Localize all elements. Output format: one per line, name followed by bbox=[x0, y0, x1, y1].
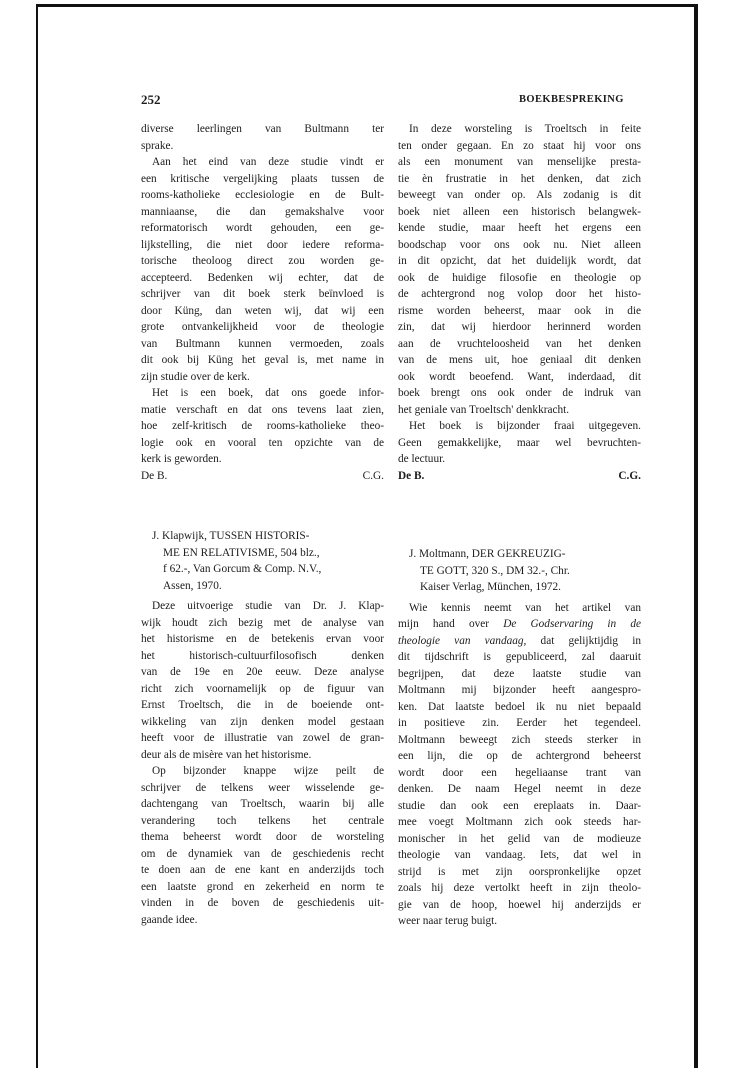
book-heading-line: Assen, 1970. bbox=[163, 579, 222, 592]
text-line: Het is een boek, dat ons goede infor- bbox=[152, 387, 384, 399]
text-line: boodschap voor ons ook nu. Niet alleen bbox=[398, 238, 641, 251]
article-title-italic: theologie van vandaag, bbox=[398, 634, 527, 647]
reviewer-initials: De B. bbox=[141, 469, 168, 482]
text-line: een lijn, die op de achtergrond beheerst bbox=[398, 750, 641, 762]
text-line: Moltmann mij bijzonder heeft aangespro- bbox=[398, 684, 641, 696]
text-line: in dit opzicht, dat het duidelijk wordt, dat bbox=[398, 255, 641, 267]
text-line: schrijver de telkens weer wisselende ge- bbox=[141, 781, 384, 794]
text-line: weer naar terug buigt. bbox=[398, 915, 498, 927]
text-line: kerk is geworden. bbox=[141, 453, 222, 465]
text-line: als een monument van menselijke presta- bbox=[398, 156, 641, 168]
text-line: de lectuur. bbox=[398, 453, 446, 465]
text-line: lijkstelling, die niet door iedere reforma- bbox=[141, 238, 384, 251]
page-border-top bbox=[36, 4, 698, 7]
review2-tail bbox=[398, 121, 641, 468]
left-column bbox=[141, 121, 384, 928]
book-heading-moltmann bbox=[398, 546, 641, 596]
review1-signature bbox=[141, 468, 384, 485]
text-line: schrijver van dit boek sterk beïnvloed is bbox=[141, 288, 384, 300]
text-run: mijn hand over bbox=[398, 618, 504, 630]
text-line: wikkeling van zijn denken model gestaan bbox=[141, 715, 384, 728]
text-line: dachtengang van Troeltsch, waarin bij alle bbox=[141, 798, 384, 810]
text-line: In deze worsteling is Troeltsch in feite bbox=[409, 123, 641, 135]
page-number: 252 bbox=[141, 92, 161, 107]
text-line: heeft voor de illustratie van zowel de gran- bbox=[141, 732, 384, 744]
text-line: ten onder gegaan. En zo staat hij voor ons bbox=[398, 139, 641, 152]
text-line: Aan het eind van deze studie vindt er bbox=[152, 156, 384, 168]
text-line: om de dynamiek van de geschiedenis recht bbox=[141, 847, 384, 860]
text-line: vinden in de boven de geschiedenis uit- bbox=[141, 897, 384, 909]
book-heading-klapwijk bbox=[141, 528, 384, 594]
book-heading-line: Kaiser Verlag, München, 1972. bbox=[420, 581, 561, 593]
text-line: in positieve zin. Eerder het tegendeel. bbox=[398, 717, 641, 729]
text-line: deur als de misère van het historisme. bbox=[141, 748, 312, 761]
text-line: reformatorisch wordt gehouden, een ge- bbox=[141, 222, 384, 234]
text-line: richt zich voornamelijk op de figuur van bbox=[141, 682, 384, 695]
text-line: van de mens uit, hoe geniaal dit denken bbox=[398, 354, 641, 366]
text-line: matie verschaft en dat ons tevens laat zien, bbox=[141, 403, 384, 416]
text-line: dit tijdschrift is gepubliceerd, zal daaruit bbox=[398, 651, 641, 663]
author-initials: C.G. bbox=[618, 469, 641, 482]
reviewer-initials: De B. bbox=[398, 469, 425, 482]
text-run: dat gelijktijdig in bbox=[526, 634, 641, 647]
text-line: ook wordt beoefend. Want, inderdaad, dit bbox=[398, 370, 641, 383]
text-line: ook de huidige filosofie en theologie op bbox=[398, 271, 641, 284]
text-line: beweegt van onder op. Als zodanig is dit bbox=[398, 189, 641, 201]
book-heading-line: TE GOTT, 320 S., DM 32.-, Chr. bbox=[420, 564, 570, 577]
page-border-right bbox=[694, 4, 698, 1068]
text-line: het historisme en de betekenis ervan voor bbox=[141, 633, 384, 645]
text-line: door Küng, dan weten wij, dat wij een bbox=[141, 304, 384, 317]
text-line: tie èn frustratie in het denken, dat zich bbox=[398, 172, 641, 185]
review1-tail bbox=[141, 121, 384, 468]
text-line: gie van de hoop, hoewel hij anderzijds er bbox=[398, 898, 641, 911]
text-line: een kritische vergelijking plaats tussen de bbox=[141, 172, 384, 185]
text-line: kende studie, maar heeft het ergens een bbox=[398, 222, 641, 234]
text-line: strijd is met zijn oorspronkelijke opzet bbox=[398, 865, 641, 878]
text-line: mee voegt Moltmann zich ook steeds har- bbox=[398, 816, 641, 828]
text-line: van de 19e en 20e eeuw. Deze analyse bbox=[141, 666, 384, 678]
text-line: monischer in het gelid van de modieuze bbox=[398, 832, 641, 845]
text-line: boek brengt ons ook onder de indruk van bbox=[398, 387, 641, 399]
text-line: grote ontvankelijkheid voor de theologie bbox=[141, 321, 384, 333]
text-line: theologie van vandaag. Iets, dat wel in bbox=[398, 849, 641, 861]
right-column bbox=[398, 121, 641, 930]
text-line: Ernst Troeltsch, die in de boeiende ont- bbox=[141, 699, 384, 711]
text-line: Geen gemakkelijke, maar wel bevruchten- bbox=[398, 436, 641, 449]
text-line bbox=[398, 633, 641, 650]
text-line: manniaanse, die dan gemakshalve voor bbox=[141, 205, 384, 218]
text-line: wijk houdt zich bezig met de analyse van bbox=[141, 616, 384, 629]
review2-body bbox=[141, 598, 384, 928]
text-line: een laatste grond en zekerheid en norm te bbox=[141, 880, 384, 893]
text-line: Moltmann beweegt zich steeds sterker in bbox=[398, 733, 641, 746]
text-line: zoals hij deze vertolkt heeft in zijn theolo- bbox=[398, 882, 641, 894]
text-line: hoe zelf-kritisch de rooms-katholieke theo- bbox=[141, 420, 384, 432]
text-line: boek niet alleen een historisch belangwek- bbox=[398, 205, 641, 218]
text-line: ken. Dat laatste bedoel ik nu niet bepaald bbox=[398, 700, 641, 713]
text-line: begrijpen, dat deze laatste studie van bbox=[398, 667, 641, 680]
text-line: sprake. bbox=[141, 139, 174, 152]
text-line: risme worden beheerst, maar ook in die bbox=[398, 304, 641, 317]
text-line: het geniale van Troeltsch' denkkracht. bbox=[398, 403, 570, 416]
page-border-left bbox=[36, 4, 38, 1068]
text-line: gaande idee. bbox=[141, 913, 198, 926]
review2-signature bbox=[398, 468, 641, 485]
text-line: Het boek is bijzonder fraai uitgegeven. bbox=[409, 420, 641, 432]
text-line: zijn studie over de kerk. bbox=[141, 370, 250, 383]
text-line: Wie kennis neemt van het artikel van bbox=[409, 601, 641, 614]
text-line bbox=[398, 616, 641, 633]
text-line: Op bijzonder knappe wijze peilt de bbox=[152, 765, 384, 777]
text-line: thema beheerst wordt door de worsteling bbox=[141, 831, 384, 843]
text-line: te doen aan de ene kant en anderzijds toch bbox=[141, 864, 384, 876]
text-line: Deze uitvoerige studie van Dr. J. Klap- bbox=[152, 600, 384, 612]
text-line: dit ook bij Küng het geval is, met name in bbox=[141, 354, 384, 366]
text-line: aan de vruchteloosheid van het denken bbox=[398, 337, 641, 350]
text-line: van Bultmann kunnen vermoeden, zoals bbox=[141, 337, 384, 350]
text-line: zin, dat wij hierdoor herinnerd worden bbox=[398, 321, 641, 333]
text-line: rooms-katholieke ecclesiologie en de Bult- bbox=[141, 189, 384, 201]
text-line: verandering toch telkens het centrale bbox=[141, 814, 384, 827]
book-heading-line: f 62.-, Van Gorcum & Comp. N.V., bbox=[163, 563, 322, 575]
text-line: het historisch-cultuurfilosofisch denken bbox=[141, 649, 384, 662]
review3-body bbox=[398, 600, 641, 930]
text-line: logie ook en vooral ten opzichte van de bbox=[141, 436, 384, 449]
text-line: accepteerd. Bedenken wij echter, dat de bbox=[141, 271, 384, 284]
text-line: diverse leerlingen van Bultmann ter bbox=[141, 123, 384, 135]
text-line: de achtergrond nog volop door het histo- bbox=[398, 288, 641, 300]
book-heading-line: ME EN RELATIVISME, 504 blz., bbox=[163, 546, 320, 559]
text-line: wordt door een hegeliaanse trant van bbox=[398, 766, 641, 779]
author-initials: C.G. bbox=[362, 469, 384, 482]
book-heading-line: J. Klapwijk, TUSSEN HISTORIS- bbox=[152, 530, 310, 542]
book-heading-line: J. Moltmann, DER GEKREUZIG- bbox=[409, 548, 566, 560]
text-line: studie dan ook een ereplaats in. Daar- bbox=[398, 799, 641, 812]
running-head: BOEKBESPREKING bbox=[519, 94, 624, 105]
text-line: torische theoloog direct zou worden ge- bbox=[141, 255, 384, 267]
text-line: denken. De naam Hegel neemt in deze bbox=[398, 783, 641, 795]
article-title-italic: De Godservaring in de bbox=[503, 618, 641, 630]
